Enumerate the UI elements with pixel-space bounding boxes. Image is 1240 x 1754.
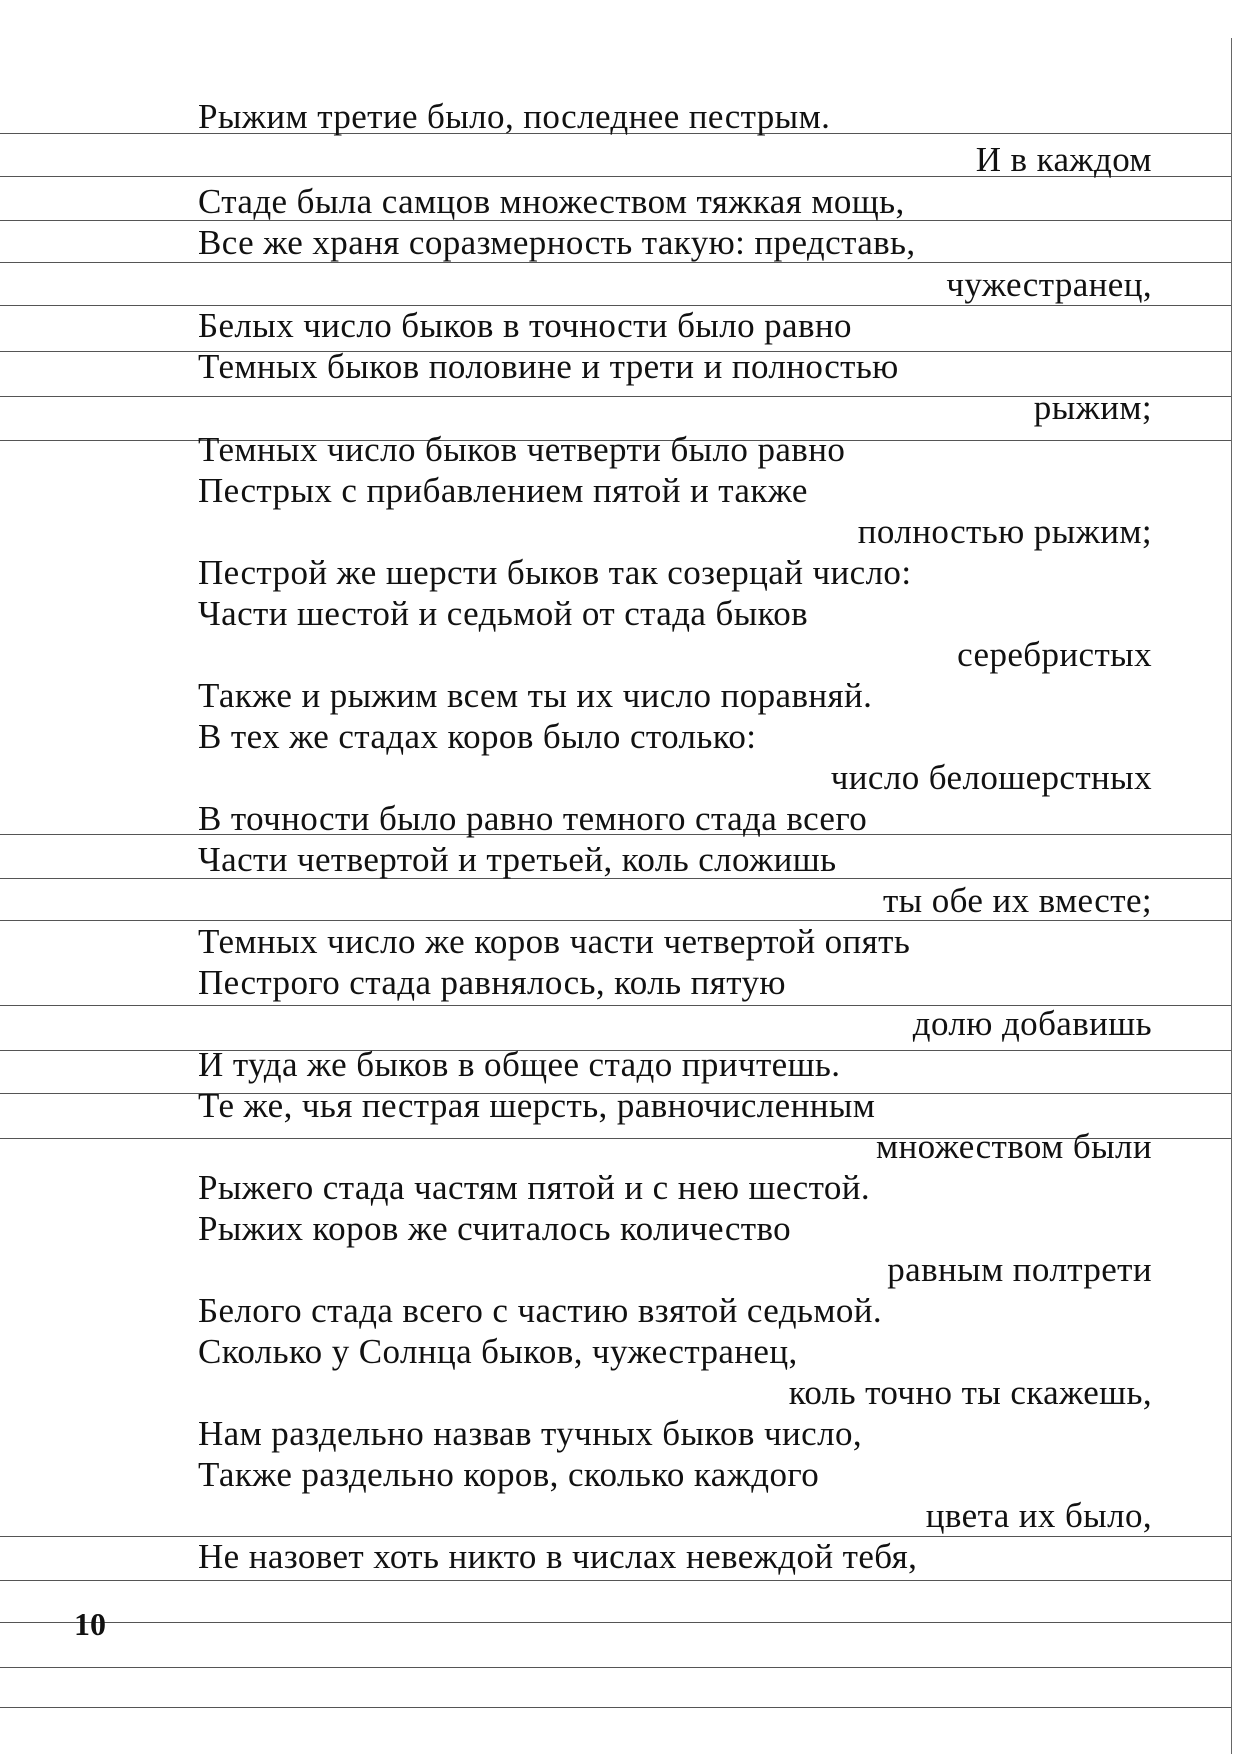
poem-line: Не назовет хоть никто в числах невеждой тебя, — [198, 1537, 918, 1576]
page-margin-line — [1231, 38, 1232, 1754]
poem-line: В тех же стадах коров было столько: — [198, 717, 757, 756]
poem-line: Темных число же коров части четвертой опять — [198, 922, 911, 961]
poem-line: серебристых — [957, 635, 1152, 674]
poem-line: Рыжего стада частям пятой и с нею шестой. — [198, 1168, 871, 1207]
poem-line: Рыжим третие было, последнее пестрым. — [198, 97, 831, 136]
poem-line: Темных быков половине и трети и полностью — [198, 347, 899, 386]
poem-line: Пестрых с прибавлением пятой и также — [198, 471, 808, 510]
poem-line: долю добавишь — [912, 1004, 1152, 1043]
poem-line: ты обе их вместе; — [882, 881, 1152, 920]
poem-line: Те же, чья пестрая шерсть, равночисленным — [198, 1086, 876, 1125]
poem-line: Сколько у Солнца быков, чужестранец, — [198, 1332, 798, 1371]
poem-line: Темных число быков четверти было равно — [198, 430, 846, 469]
poem-line: Также раздельно коров, сколько каждого — [198, 1455, 820, 1494]
poem-line: число белошерстных — [830, 758, 1152, 797]
poem-line: рыжим; — [1033, 388, 1152, 427]
poem-line: Пестрой же шерсти быков так созерцай число: — [198, 553, 912, 592]
page-rule — [0, 1707, 1232, 1708]
poem-line: В точности было равно темного стада всего — [198, 799, 868, 838]
poem-line: полностью рыжим; — [857, 512, 1152, 551]
poem-line: Нам раздельно назвав тучных быков число, — [198, 1414, 862, 1453]
poem-line: коль точно ты скажешь, — [788, 1373, 1152, 1412]
poem-line: Белого стада всего с частию взятой седьмой. — [198, 1291, 883, 1330]
poem-line: равным полтрети — [887, 1250, 1152, 1289]
poem-line: чужестранец, — [946, 265, 1152, 304]
poem-line: Также и рыжим всем ты их число поравняй. — [198, 676, 873, 715]
poem-line: Белых число быков в точности было равно — [198, 306, 852, 345]
page-rule — [0, 1622, 1232, 1623]
poem-line: Части четвертой и третьей, коль сложишь — [198, 840, 837, 879]
page-rule — [0, 1667, 1232, 1668]
poem-line: Все же храня соразмерность такую: представь, — [198, 223, 916, 262]
page-rule — [0, 1580, 1232, 1581]
poem-line: Стаде была самцов множеством тяжкая мощь, — [198, 182, 905, 221]
poem-line: И в каждом — [975, 140, 1152, 179]
poem-line: Части шестой и седьмой от стада быков — [198, 594, 809, 633]
poem-line: И туда же быков в общее стадо причтешь. — [198, 1045, 841, 1084]
page-number: 10 — [74, 1606, 106, 1642]
poem-line: Рыжих коров же считалось количество — [198, 1209, 792, 1248]
poem-line: Пестрого стада равнялось, коль пятую — [198, 963, 786, 1002]
poem-line: множеством были — [875, 1127, 1152, 1166]
poem-line: цвета их было, — [925, 1496, 1152, 1535]
